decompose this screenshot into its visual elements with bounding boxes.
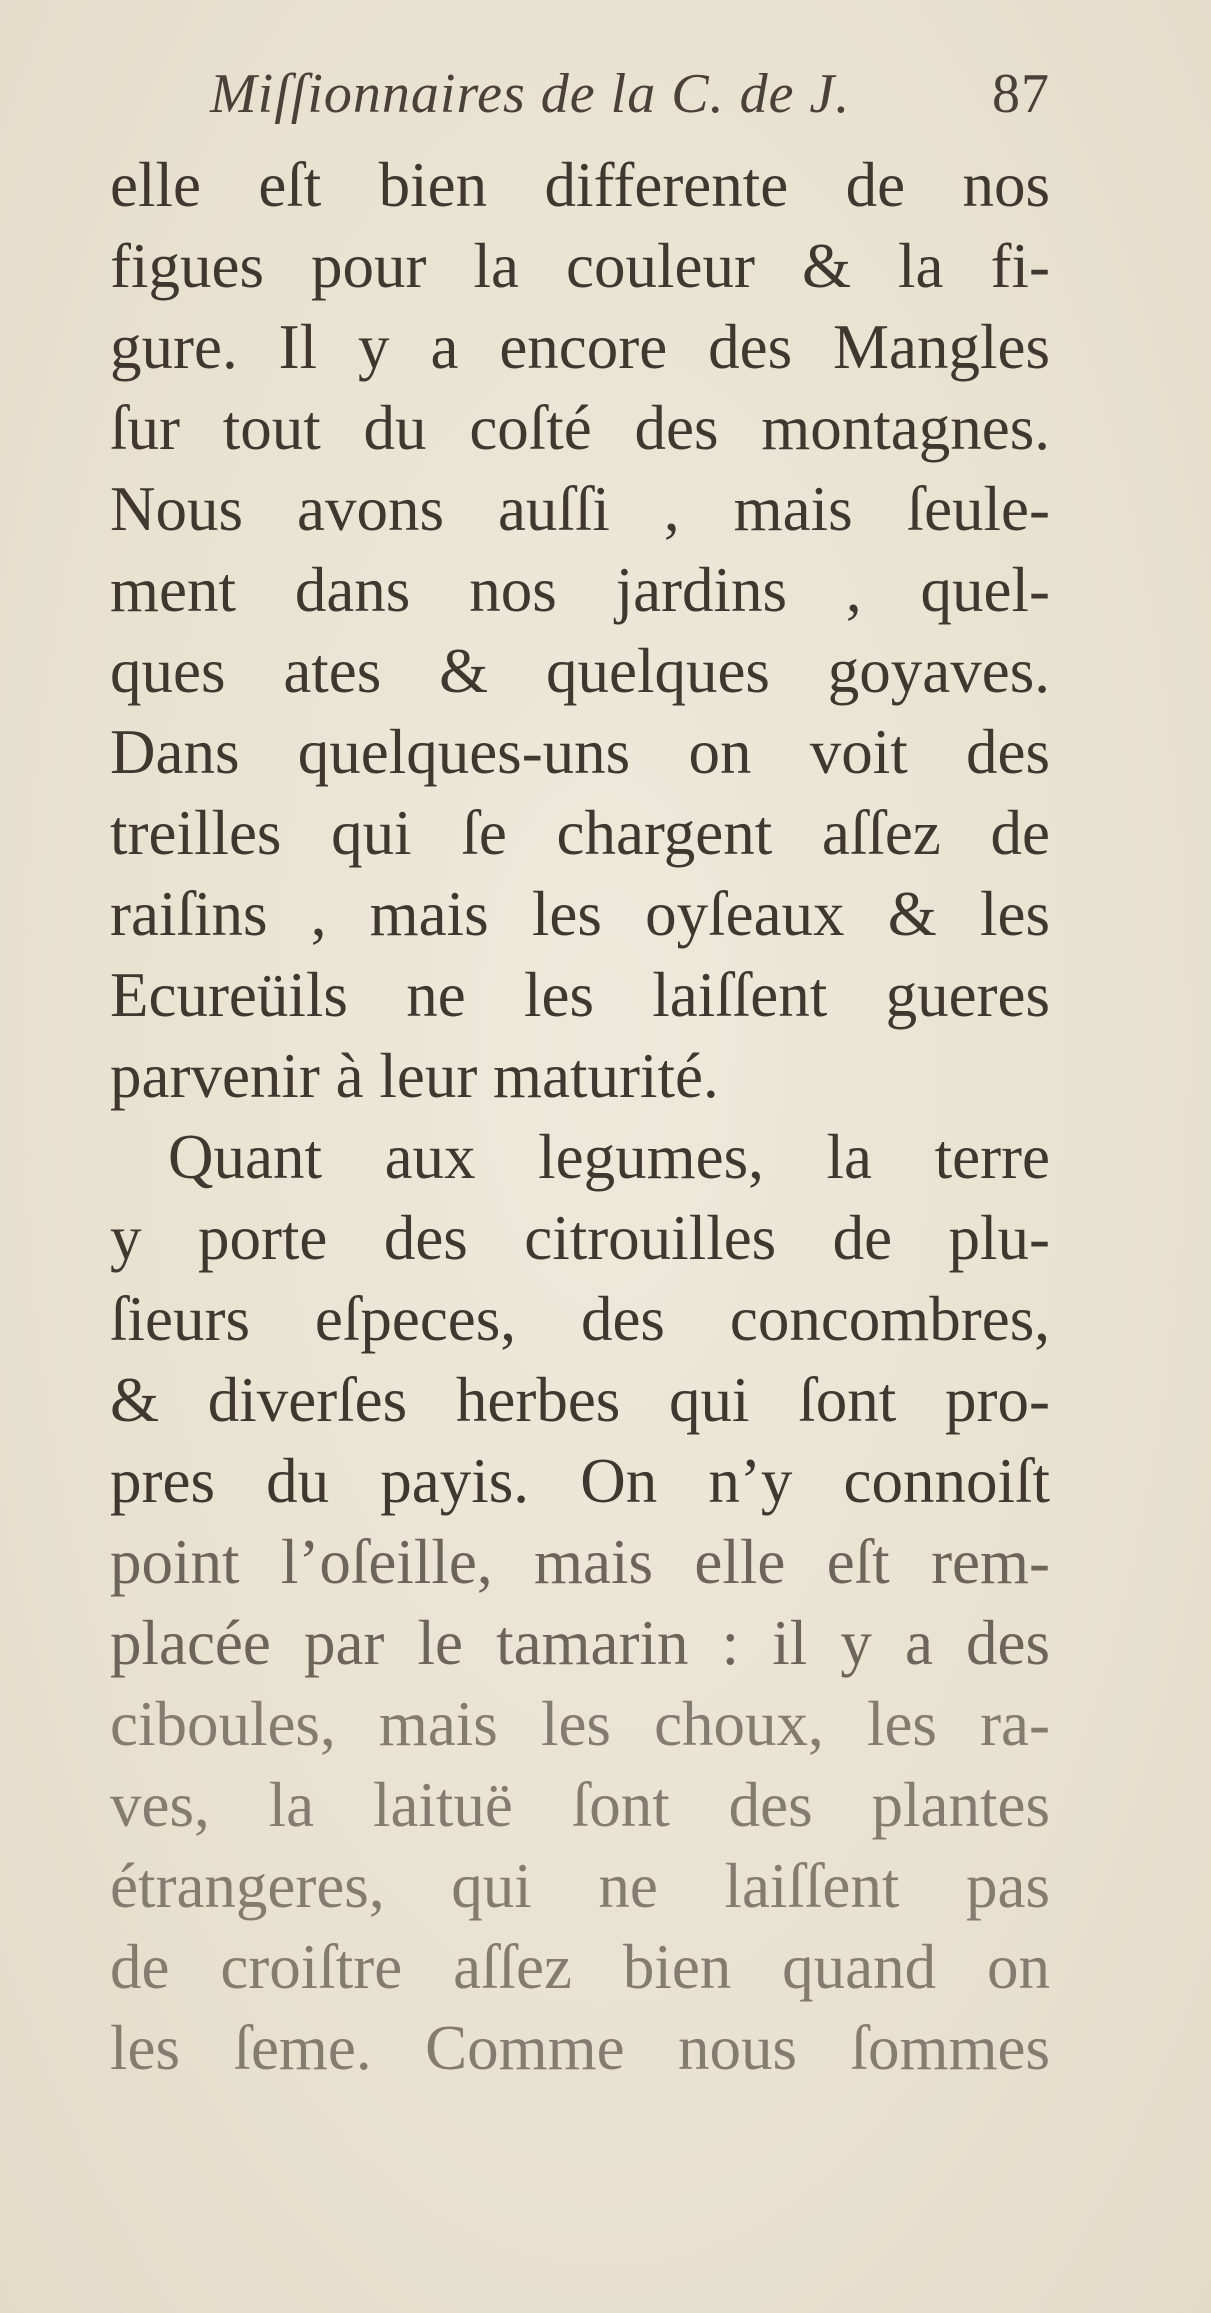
text-line: gure. Il y a encore des Mangles — [110, 312, 1050, 382]
body-text — [110, 145, 1050, 2089]
text-line: pres du payis. On n’y connoiſt — [110, 1446, 1050, 1516]
text-line: étrangeres, qui ne laiſſent pas — [110, 1851, 1050, 1921]
text-line: ves, la laituë ſont des plantes — [110, 1770, 1050, 1840]
text-line: ſur tout du coſté des montagnes. — [110, 393, 1050, 463]
text-line: les ſeme. Comme nous ſommes — [110, 2013, 1050, 2083]
text-line: ques ates & quelques goyaves. — [110, 636, 1050, 706]
text-line: de croiſtre aſſez bien quand on — [110, 1932, 1050, 2002]
text-line: point l’oſeille, mais elle eſt rem- — [110, 1527, 1050, 1597]
page-header — [210, 62, 1050, 142]
text-line: ſieurs eſpeces, des concombres, — [110, 1284, 1050, 1354]
text-line: Dans quelques-uns on voit des — [110, 717, 1050, 787]
page-number: 87 — [992, 63, 1050, 125]
text-line: Nous avons auſſi , mais ſeule- — [110, 474, 1050, 544]
text-line: placée par le tamarin : il y a des — [110, 1608, 1050, 1678]
text-line: raiſins , mais les oyſeaux & les — [110, 879, 1050, 949]
text-line: Ecureüils ne les laiſſent gueres — [110, 960, 1050, 1030]
text-line: elle eſt bien differente de nos — [110, 150, 1050, 220]
text-line: ment dans nos jardins , quel- — [110, 555, 1050, 625]
text-line: y porte des citrouilles de plu- — [110, 1203, 1050, 1273]
text-line: Quant aux legumes, la terre — [168, 1122, 1050, 1192]
text-line: parvenir à leur maturité. — [110, 1041, 719, 1111]
running-title: Miſſionnaires de la C. de J. — [210, 63, 851, 125]
text-line: figues pour la couleur & la fi- — [110, 231, 1050, 301]
text-line: treilles qui ſe chargent aſſez de — [110, 798, 1050, 868]
text-line: ciboules, mais les choux, les ra- — [110, 1689, 1050, 1759]
text-line: & diverſes herbes qui ſont pro- — [110, 1365, 1050, 1435]
